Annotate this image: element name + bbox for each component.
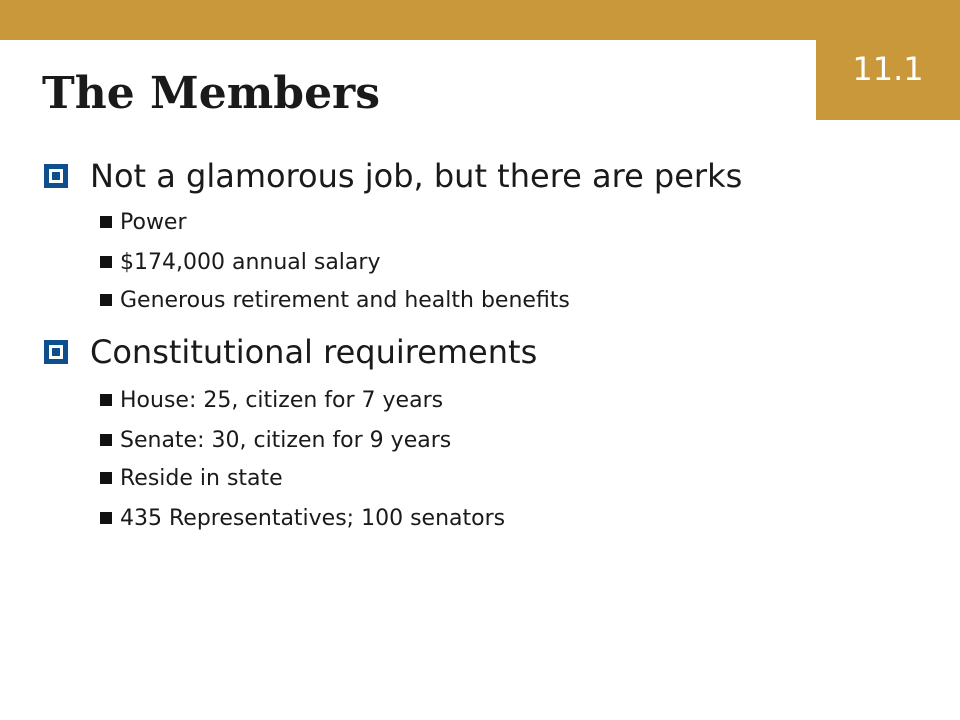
sub-bullet-counts: [100, 504, 505, 532]
sub-bullet-text: $174,000 annual salary: [120, 249, 381, 275]
sub-bullet-senate: [100, 426, 451, 454]
square-bullet-icon: [100, 256, 112, 268]
sub-bullet-power: [100, 208, 187, 236]
section-number: 11.1: [852, 50, 924, 88]
square-bullet-icon: [100, 394, 112, 406]
sub-bullet-house: [100, 386, 443, 414]
slide-title: The Members: [42, 68, 381, 119]
section-badge: [816, 40, 960, 120]
main-bullet-perks: [44, 156, 742, 196]
square-bullet-icon: [44, 340, 68, 364]
square-bullet-icon: [100, 472, 112, 484]
square-bullet-icon: [44, 164, 68, 188]
square-bullet-icon: [100, 294, 112, 306]
sub-bullet-text: Generous retirement and health benefits: [120, 287, 570, 313]
sub-bullet-text: Senate: 30, citizen for 9 years: [120, 427, 452, 453]
sub-bullet-text: House: 25, citizen for 7 years: [120, 387, 444, 413]
sub-bullet-text: Power: [120, 209, 187, 235]
square-bullet-icon: [100, 512, 112, 524]
sub-bullet-benefits: [100, 286, 570, 314]
sub-bullet-text: Reside in state: [120, 465, 283, 491]
main-bullet-requirements: [44, 332, 537, 372]
sub-bullet-residence: [100, 464, 283, 492]
sub-bullet-text: 435 Representatives; 100 senators: [120, 505, 506, 531]
square-bullet-icon: [100, 216, 112, 228]
sub-bullet-salary: [100, 248, 380, 276]
main-bullet-text: Not a glamorous job, but there are perks: [90, 157, 743, 195]
main-bullet-text: Constitutional requirements: [90, 333, 538, 371]
square-bullet-icon: [100, 434, 112, 446]
top-accent-bar: [0, 0, 960, 40]
